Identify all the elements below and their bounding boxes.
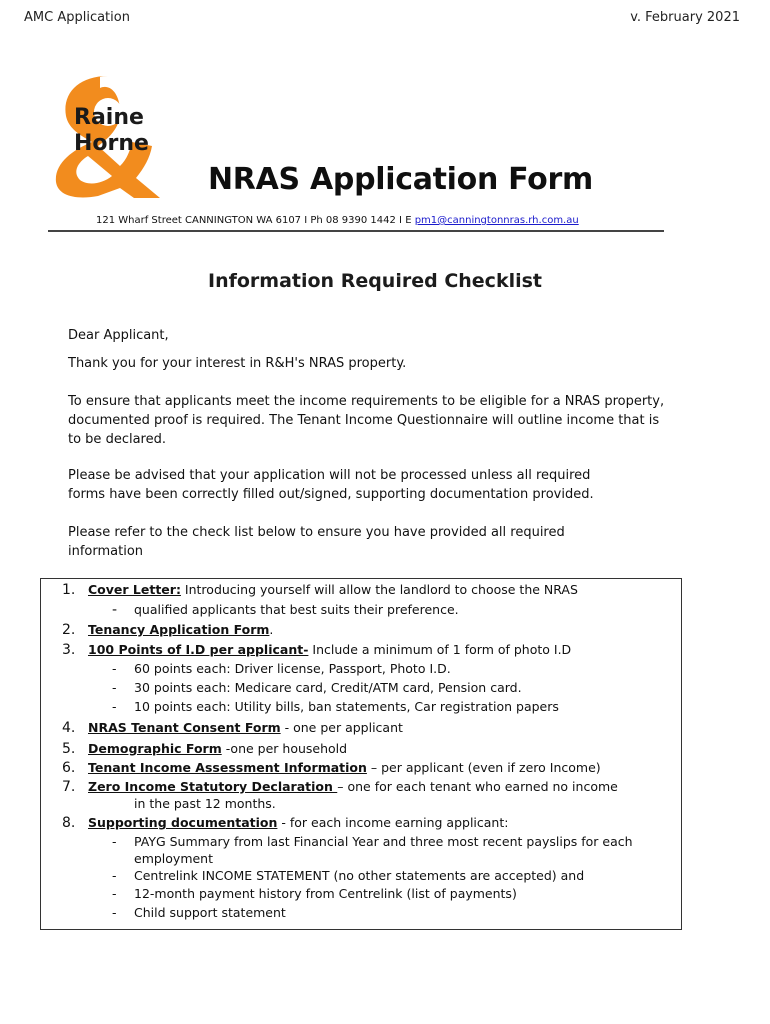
checklist-intro-line1: Please refer to the check list below to ensure you have provided all required xyxy=(68,525,565,540)
item-text: – per applicant (even if zero Income) xyxy=(366,760,601,775)
dash-bullet: - xyxy=(112,602,118,618)
item-number: 3. xyxy=(62,642,76,658)
subitem-text: 12-month payment history from Centrelink (list of payments) xyxy=(134,886,517,901)
email-link[interactable]: pm1@canningtonnras.rh.com.au xyxy=(414,215,579,226)
dash-bullet: - xyxy=(112,834,117,849)
section-subtitle: Information Required Checklist xyxy=(208,270,542,292)
logo-word-raine: Raine xyxy=(74,105,144,130)
item-label: Supporting documentation xyxy=(88,815,278,830)
address-line xyxy=(96,215,579,226)
checklist-intro-line2: information xyxy=(68,544,144,559)
subitem-text: 60 points each: Driver license, Passport, Photo I.D. xyxy=(134,661,451,676)
logo-word-horne: Horne xyxy=(74,131,149,156)
processing-notice-line2: forms have been correctly filled out/signed, supporting documentation provided. xyxy=(68,487,594,502)
item-text: – one for each tenant who earned no income xyxy=(337,779,618,794)
item-number: 6. xyxy=(62,760,76,776)
processing-notice xyxy=(68,466,668,504)
item-label: Zero Income Statutory Declaration xyxy=(88,779,338,794)
raine-horne-logo xyxy=(48,72,168,198)
dash-bullet: - xyxy=(112,661,117,676)
item-number: 7. xyxy=(62,779,76,795)
item-number: 2. xyxy=(62,622,76,638)
header-version-text: v. February 2021 xyxy=(630,10,740,25)
requirements-text: To ensure that applicants meet the income requirements to be eligible for a NRAS property, documented proof is required. The Tenant Income Questionnaire will outline income that is to be declared. xyxy=(68,394,665,447)
header-left-text: AMC Application xyxy=(24,10,130,25)
dash-bullet: - xyxy=(112,868,117,883)
item-number: 4. xyxy=(62,720,76,736)
dash-bullet: - xyxy=(112,886,117,901)
item-text: . xyxy=(269,622,274,637)
subitem-text: Child support statement xyxy=(134,905,286,920)
page-title: NRAS Application Form xyxy=(208,162,593,197)
header-divider xyxy=(48,230,664,232)
dash-bullet: - xyxy=(112,680,117,695)
subitem-text: 30 points each: Medicare card, Credit/ATM card, Pension card. xyxy=(134,680,522,695)
item-number: 8. xyxy=(62,815,76,831)
item-label: Tenant Income Assessment Information xyxy=(88,760,367,775)
thanks-text: Thank you for your interest in R&H's NRAS property. xyxy=(68,356,407,371)
item-text: Introducing yourself will allow the landlord to choose the NRAS xyxy=(180,582,578,597)
item-continuation: in the past 12 months. xyxy=(134,796,276,811)
dash-bullet: - xyxy=(112,699,117,714)
subitem-text: PAYG Summary from last Financial Year and three most recent payslips for each xyxy=(134,834,633,849)
processing-notice-line1: Please be advised that your application will not be processed unless all required xyxy=(68,468,591,483)
item-label: Demographic Form xyxy=(88,741,222,756)
dash-bullet: - xyxy=(112,905,117,920)
item-label: 100 Points of I.D per applicant- xyxy=(88,642,309,657)
subitem-continuation: employment xyxy=(134,851,214,866)
item-label: Cover Letter: xyxy=(88,582,181,597)
item-text: Include a minimum of 1 form of photo I.D xyxy=(308,642,572,657)
item-text: - one per applicant xyxy=(280,720,403,735)
greeting-text: Dear Applicant, xyxy=(68,328,169,343)
item-continuation: qualified applicants that best suits their preference. xyxy=(134,602,459,617)
item-number: 1. xyxy=(62,582,76,598)
item-text: -one per household xyxy=(221,741,348,756)
address-text: 121 Wharf Street CANNINGTON WA 6107 I Ph 08 9390 1442 I E xyxy=(96,215,415,226)
item-number: 5. xyxy=(62,741,76,757)
checklist-intro xyxy=(68,523,668,561)
subitem-text: Centrelink INCOME STATEMENT (no other statements are accepted) and xyxy=(134,868,585,883)
item-label: NRAS Tenant Consent Form xyxy=(88,720,281,735)
subitem-text: 10 points each: Utility bills, ban statements, Car registration papers xyxy=(134,699,559,714)
item-text: - for each income earning applicant: xyxy=(277,815,509,830)
item-label: Tenancy Application Form xyxy=(88,622,270,637)
